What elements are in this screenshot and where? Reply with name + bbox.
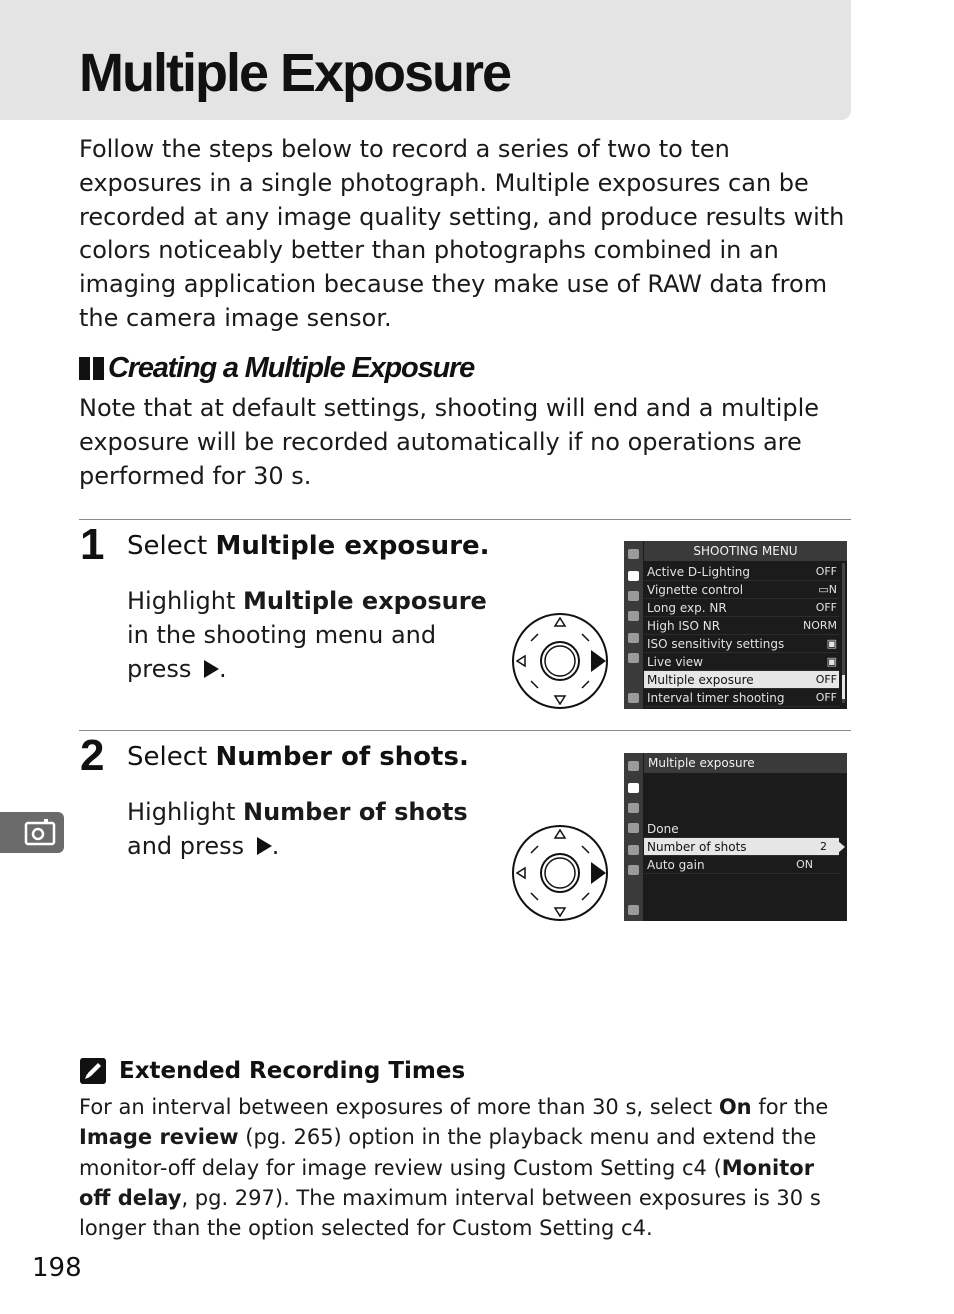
menu-row-label: High ISO NR bbox=[647, 619, 721, 633]
shooting-menu-camera-icon bbox=[0, 812, 64, 853]
menu-row bbox=[644, 563, 839, 581]
tip-text: for the bbox=[751, 1095, 829, 1119]
section-note: Note that at default settings, shooting will end and a multiple exposure will be recorded automatically if no operations are performed for 30 s. bbox=[79, 394, 820, 490]
menu-row-value: NORM bbox=[802, 619, 837, 632]
step-1-number: 1 bbox=[80, 520, 105, 569]
tip-text: , pg. 297). The maximum interval between exposures is 30 s longer than the option selected for Custom Setting c4. bbox=[79, 1185, 821, 1241]
tip-body bbox=[79, 1092, 851, 1243]
intro-paragraph: Follow the steps below to record a series of two to ten exposures in a single photograph. Multiple exposures can be recorded at any image quality setting, and produce results with colors noticeably better than photographs combined in an imaging application because they make use of RAW data from the camera image sensor. bbox=[79, 135, 845, 332]
menu-row-label: Live view bbox=[647, 655, 703, 669]
menu-row-label: Done bbox=[647, 822, 679, 836]
step-2-body bbox=[127, 795, 477, 863]
menu-row-value: OFF bbox=[815, 601, 837, 614]
menu-row-value: OFF bbox=[815, 673, 837, 686]
multi-selector-icon bbox=[511, 612, 609, 710]
menu-row bbox=[644, 820, 839, 838]
menu-row-label: Long exp. NR bbox=[647, 601, 727, 615]
step-1-title-prefix: Select bbox=[127, 531, 216, 561]
menu-row bbox=[644, 653, 839, 671]
step-1-body-end: . bbox=[218, 655, 227, 683]
tip-bold: Monitor off delay bbox=[79, 1155, 815, 1210]
my-menu-tab-icon bbox=[628, 865, 639, 875]
menu-row-value: 2 bbox=[820, 840, 827, 853]
playback-tab-icon bbox=[628, 549, 639, 559]
double-square-icon bbox=[79, 357, 104, 380]
menu-row bbox=[644, 856, 839, 874]
help-icon bbox=[628, 693, 639, 703]
shooting-tab-icon bbox=[628, 571, 639, 581]
menu-scrollbar bbox=[842, 563, 845, 703]
menu-row-value: OFF bbox=[815, 565, 837, 578]
step-1-body-suffix: in the shooting menu and press bbox=[127, 621, 437, 683]
menu-row bbox=[644, 635, 839, 653]
right-arrow-icon bbox=[257, 837, 272, 855]
menu-row-value: OFF bbox=[815, 691, 837, 704]
help-icon bbox=[628, 905, 639, 915]
custom-settings-tab-icon bbox=[628, 591, 639, 601]
step-1-body-prefix: Highlight bbox=[127, 587, 243, 615]
shooting-tab-icon bbox=[628, 783, 639, 793]
shooting-menu-screen bbox=[624, 541, 847, 709]
menu-row-value: ▣ bbox=[826, 655, 837, 668]
right-arrow-icon bbox=[838, 841, 845, 853]
menu-row-value: ▭N bbox=[818, 583, 837, 596]
retouch-tab-icon bbox=[628, 633, 639, 643]
menu-row-value: ON bbox=[796, 858, 813, 871]
setup-tab-icon bbox=[628, 611, 639, 621]
menu-row bbox=[644, 581, 839, 599]
tip-bold: Image review bbox=[79, 1125, 239, 1150]
step-1-divider bbox=[79, 519, 851, 520]
menu-tab-strip bbox=[624, 753, 643, 921]
multiple-exposure-header: Multiple exposure bbox=[644, 753, 847, 773]
page-number: 198 bbox=[32, 1253, 82, 1283]
step-1-title bbox=[127, 531, 490, 561]
step-2-title bbox=[127, 742, 469, 772]
step-1-body-bold: Multiple exposure bbox=[242, 587, 487, 615]
step-1-title-bold: Multiple exposure. bbox=[215, 531, 490, 561]
my-menu-tab-icon bbox=[628, 653, 639, 663]
menu-row bbox=[644, 617, 839, 635]
custom-settings-tab-icon bbox=[628, 803, 639, 813]
menu-row-label: Active D-Lighting bbox=[647, 565, 751, 579]
step-2-body-prefix: Highlight bbox=[127, 798, 243, 826]
step-1-body bbox=[127, 584, 487, 686]
step-2-body-bold: Number of shots bbox=[242, 798, 468, 826]
tip-title: Extended Recording Times bbox=[119, 1058, 466, 1084]
step-2-body-end: . bbox=[271, 832, 280, 860]
tip-text: For an interval between exposures of more than 30 s, select bbox=[79, 1095, 719, 1119]
menu-row-highlighted bbox=[644, 671, 839, 689]
tip-text: (pg. 265) option in the playback menu and extend the monitor-off delay for image review using Custom Setting c4 ( bbox=[79, 1125, 817, 1180]
step-2-body-suffix: and press bbox=[127, 832, 252, 860]
menu-tab-strip bbox=[624, 541, 643, 709]
section-heading-text: Creating a Multiple Exposure bbox=[108, 352, 475, 384]
step-2-title-prefix: Select bbox=[127, 742, 216, 772]
menu-row-label: ISO sensitivity settings bbox=[647, 637, 785, 651]
right-arrow-icon bbox=[204, 660, 219, 678]
step-2-number: 2 bbox=[80, 731, 105, 780]
multi-selector-icon bbox=[511, 824, 609, 922]
menu-row-label: Interval timer shooting bbox=[647, 691, 785, 705]
step-2-divider bbox=[79, 730, 851, 731]
page-title: Multiple Exposure bbox=[79, 43, 511, 103]
playback-tab-icon bbox=[628, 761, 639, 771]
menu-row-value: ▣ bbox=[826, 637, 837, 650]
tip-bold: On bbox=[718, 1095, 752, 1119]
setup-tab-icon bbox=[628, 823, 639, 833]
menu-row bbox=[644, 599, 839, 617]
menu-scroll-thumb bbox=[842, 675, 845, 699]
menu-row bbox=[644, 689, 839, 707]
step-2-title-bold: Number of shots. bbox=[215, 742, 469, 772]
menu-row-label: Number of shots bbox=[647, 840, 747, 854]
retouch-tab-icon bbox=[628, 845, 639, 855]
menu-row-label: Vignette control bbox=[647, 583, 744, 597]
multiple-exposure-screen bbox=[624, 753, 847, 921]
menu-row-highlighted bbox=[644, 838, 839, 856]
section-heading bbox=[79, 352, 474, 385]
shooting-menu-header: SHOOTING MENU bbox=[644, 541, 847, 561]
menu-row-label: Multiple exposure bbox=[647, 673, 754, 687]
pencil-note-icon bbox=[80, 1058, 106, 1084]
section-tab bbox=[0, 812, 64, 853]
menu-row-label: Auto gain bbox=[647, 858, 705, 872]
